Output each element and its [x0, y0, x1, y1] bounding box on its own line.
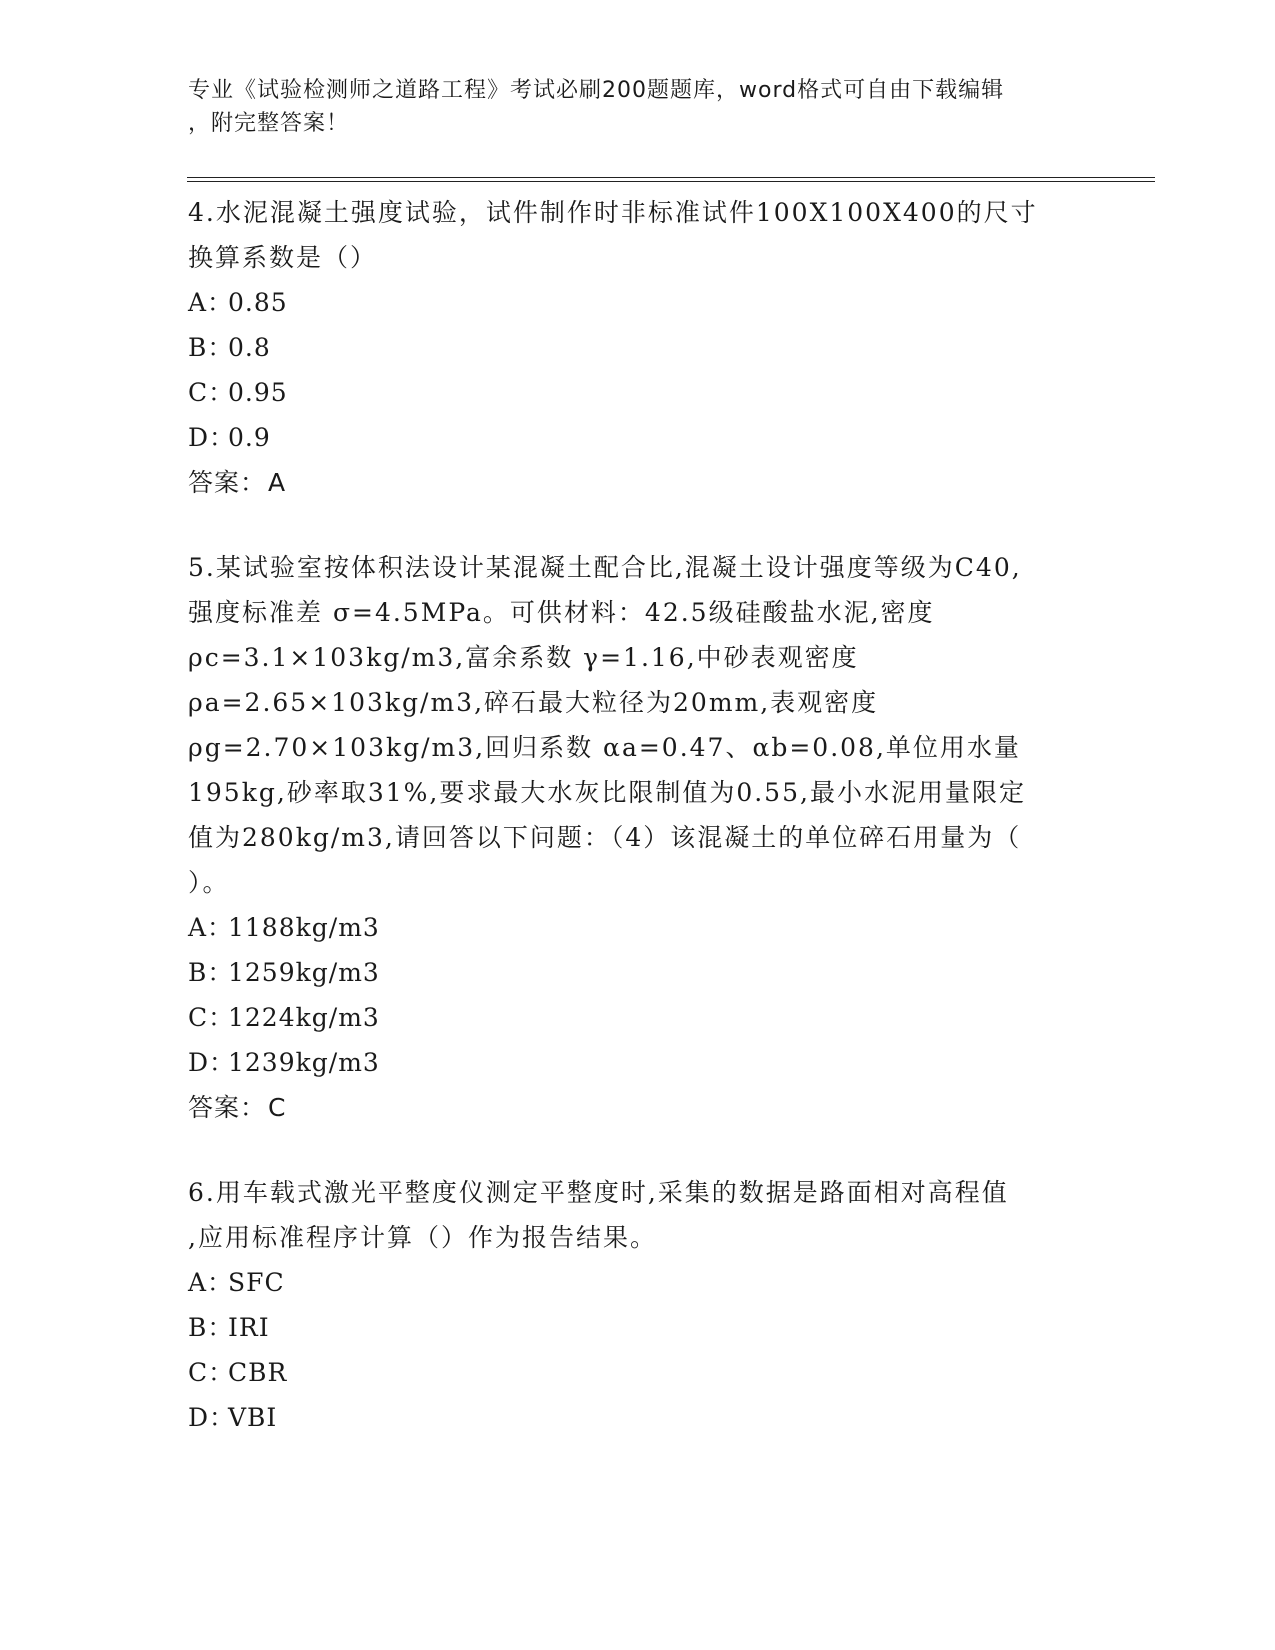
answer-value: A — [268, 468, 287, 497]
question-stem-line: ）。 — [188, 868, 230, 897]
option-d — [188, 415, 1088, 460]
option-text: 1239kg/m3 — [228, 1048, 380, 1077]
question-stem-line: ρg=2.70×103kg/m3,回归系数 αa=0.47、αb=0.08,单位用水量 — [188, 733, 1021, 762]
option-key: B： — [188, 333, 234, 362]
option-text: 0.95 — [228, 378, 288, 407]
option-text: VBI — [228, 1403, 278, 1432]
answer — [188, 460, 1088, 505]
document-header — [188, 74, 1068, 140]
option-a — [188, 1260, 1088, 1305]
option-key: A： — [188, 288, 234, 317]
answer-value: C — [268, 1093, 287, 1122]
question-stem-line: ρc=3.1×103kg/m3,富余系数 γ=1.16,中砂表观密度 — [188, 643, 859, 672]
option-key: A： — [188, 1268, 234, 1297]
option-key: C： — [188, 1358, 235, 1387]
option-key: C： — [188, 378, 235, 407]
option-text: 1224kg/m3 — [228, 1003, 380, 1032]
option-text: 1259kg/m3 — [228, 958, 380, 987]
question-5 — [188, 545, 1088, 1130]
option-a — [188, 905, 1088, 950]
question-4 — [188, 190, 1088, 505]
option-key: B： — [188, 958, 234, 987]
answer-label: 答案： — [188, 1093, 267, 1122]
question-6 — [188, 1170, 1088, 1440]
header-divider-top — [187, 177, 1155, 178]
question-stem-line: 4.水泥混凝土强度试验，试件制作时非标准试件100X100X400的尺寸 — [188, 198, 1038, 227]
option-key: C： — [188, 1003, 235, 1032]
option-key: D： — [188, 423, 236, 452]
question-stem-line: ρa=2.65×103kg/m3,碎石最大粒径为20mm,表观密度 — [188, 688, 879, 717]
question-stem-line: 6.用车载式激光平整度仪测定平整度时,采集的数据是路面相对高程值 — [188, 1178, 1009, 1207]
option-key: D： — [188, 1048, 236, 1077]
answer — [188, 1085, 1088, 1130]
question-stem-line: 强度标准差 σ=4.5MPa。可供材料：42.5级硅酸盐水泥,密度 — [188, 598, 935, 627]
option-b — [188, 325, 1088, 370]
option-d — [188, 1040, 1088, 1085]
option-c — [188, 1350, 1088, 1395]
question-stem-line: 195kg,砂率取31%,要求最大水灰比限制值为0.55,最小水泥用量限定 — [188, 778, 1026, 807]
question-stem-line: 5.某试验室按体积法设计某混凝土配合比,混凝土设计强度等级为C40, — [188, 553, 1022, 582]
option-text: 0.85 — [228, 288, 288, 317]
header-divider-bottom — [187, 181, 1155, 182]
option-text: SFC — [228, 1268, 285, 1297]
answer-label: 答案： — [188, 468, 267, 497]
header-line-2: ，附完整答案！ — [188, 111, 350, 136]
option-b — [188, 950, 1088, 995]
option-c — [188, 995, 1088, 1040]
option-key: D： — [188, 1403, 236, 1432]
option-text: 1188kg/m3 — [228, 913, 380, 942]
question-list — [188, 190, 1088, 1480]
option-c — [188, 370, 1088, 415]
option-d — [188, 1395, 1088, 1440]
option-b — [188, 1305, 1088, 1350]
option-text: 0.8 — [228, 333, 271, 362]
option-text: CBR — [228, 1358, 288, 1387]
option-a — [188, 280, 1088, 325]
option-key: A： — [188, 913, 234, 942]
question-stem-line: 值为280kg/m3,请回答以下问题：（4）该混凝土的单位碎石用量为（ — [188, 823, 1022, 852]
question-stem-line: 换算系数是（） — [188, 243, 378, 272]
option-key: B： — [188, 1313, 234, 1342]
header-line-1: 专业《试验检测师之道路工程》考试必刷200题题库，word格式可自由下载编辑 — [188, 78, 1005, 103]
question-stem-line: ,应用标准程序计算（）作为报告结果。 — [188, 1223, 657, 1252]
option-text: 0.9 — [228, 423, 271, 452]
option-text: IRI — [228, 1313, 270, 1342]
